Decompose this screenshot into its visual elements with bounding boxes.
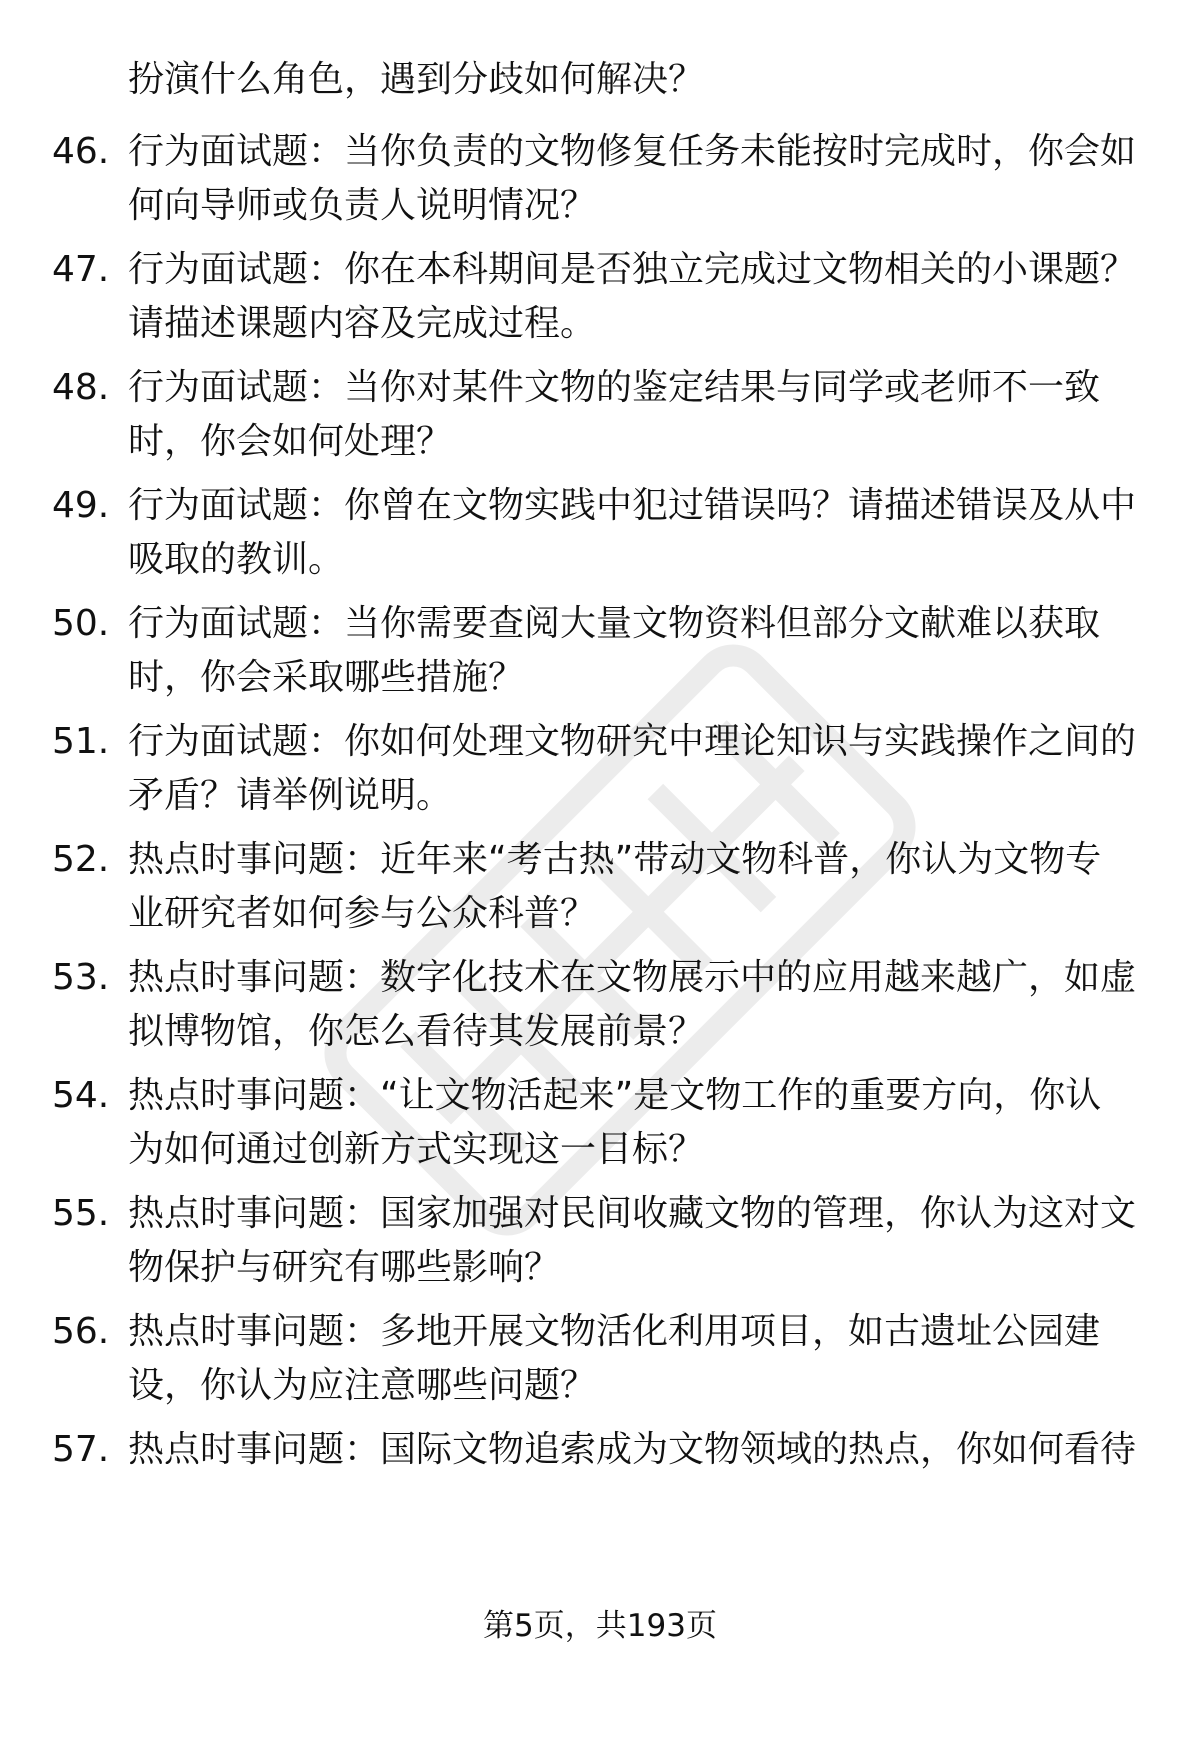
- item-46-line-1: 何向导师或负责人说明情况？: [128, 185, 597, 226]
- item-number: 50.: [52, 603, 110, 644]
- item-54-line-0: 热点时事问题：“让文物活起来”是文物工作的重要方向，你认: [128, 1075, 1102, 1116]
- item-55-line-1: 物保护与研究有哪些影响？: [128, 1247, 561, 1288]
- item-47-line-1: 请描述课题内容及完成过程。: [128, 303, 597, 344]
- item-0-line-0: 扮演什么角色，遇到分歧如何解决？: [128, 59, 705, 100]
- item-55-line-0: 热点时事问题：国家加强对民间收藏文物的管理，你认为这对文: [128, 1193, 1137, 1234]
- item-number: 53.: [52, 957, 110, 998]
- item-56-line-1: 设，你认为应注意哪些问题？: [128, 1365, 597, 1406]
- item-49-line-0: 行为面试题：你曾在文物实践中犯过错误吗？请描述错误及从中: [128, 485, 1137, 526]
- item-46-line-0: 行为面试题：当你负责的文物修复任务未能按时完成时，你会如: [128, 131, 1137, 172]
- item-number: 55.: [52, 1193, 110, 1234]
- item-51-line-0: 行为面试题：你如何处理文物研究中理论知识与实践操作之间的: [128, 721, 1137, 762]
- item-number: 46.: [52, 131, 110, 172]
- page-number-footer: 第5页，共193页: [483, 1608, 717, 1644]
- item-number: 54.: [52, 1075, 110, 1116]
- item-53-line-0: 热点时事问题：数字化技术在文物展示中的应用越来越广，如虚: [128, 957, 1137, 998]
- item-48-line-1: 时，你会如何处理？: [128, 421, 453, 462]
- item-52-line-1: 业研究者如何参与公众科普？: [128, 893, 597, 934]
- item-50-line-1: 时，你会采取哪些措施？: [128, 657, 525, 698]
- item-number: 57.: [52, 1429, 110, 1470]
- item-56-line-0: 热点时事问题：多地开展文物活化利用项目，如古遗址公园建: [128, 1311, 1101, 1352]
- item-number: 47.: [52, 249, 110, 290]
- item-number: 51.: [52, 721, 110, 762]
- item-number: 56.: [52, 1311, 110, 1352]
- item-57-line-0: 热点时事问题：国际文物追索成为文物领域的热点，你如何看待: [128, 1429, 1137, 1470]
- item-47-line-0: 行为面试题：你在本科期间是否独立完成过文物相关的小课题？: [128, 249, 1137, 290]
- item-number: 52.: [52, 839, 110, 880]
- item-53-line-1: 拟博物馆，你怎么看待其发展前景？: [128, 1011, 705, 1052]
- item-51-line-1: 矛盾？请举例说明。: [128, 775, 453, 816]
- item-number: 49.: [52, 485, 110, 526]
- item-49-line-1: 吸取的教训。: [128, 539, 345, 580]
- item-48-line-0: 行为面试题：当你对某件文物的鉴定结果与同学或老师不一致: [128, 367, 1101, 408]
- item-54-line-1: 为如何通过创新方式实现这一目标？: [128, 1129, 705, 1170]
- item-number: 48.: [52, 367, 110, 408]
- item-52-line-0: 热点时事问题：近年来“考古热”带动文物科普，你认为文物专: [128, 839, 1102, 880]
- item-50-line-0: 行为面试题：当你需要查阅大量文物资料但部分文献难以获取: [128, 603, 1101, 644]
